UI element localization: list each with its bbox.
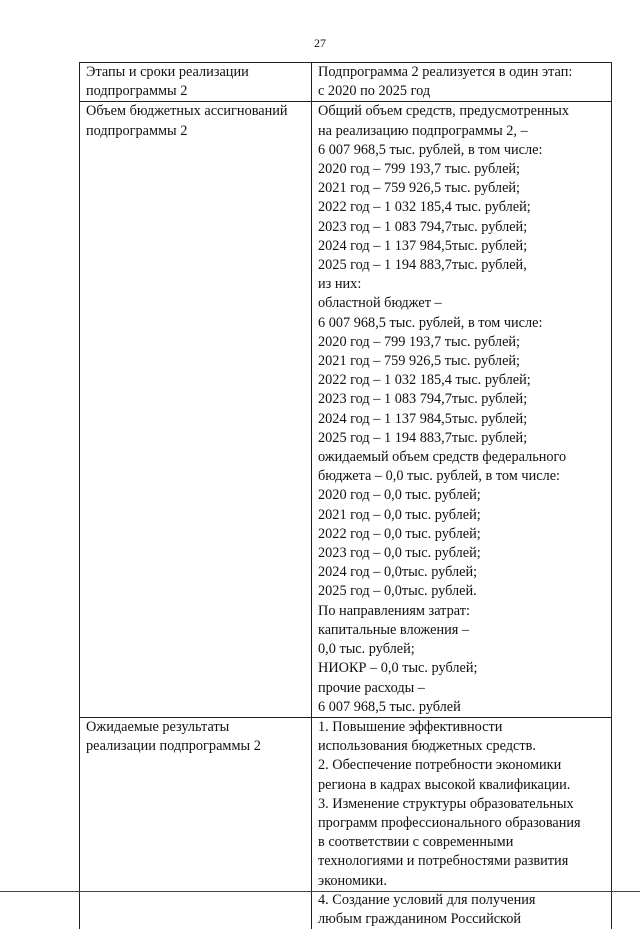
value-line: 2021 год – 0,0 тыс. рублей; [318,506,481,523]
value-line: 2. Обеспечение потребности экономики [318,757,562,774]
page-bottom-rule [0,891,640,892]
value-line: на реализацию подпрограммы 2, – [318,122,528,139]
value-line: 1. Повышение эффективности [318,718,503,735]
label-line: подпрограммы 2 [86,122,188,139]
value-line: с 2020 по 2025 год [318,83,431,100]
label-line: Объем бюджетных ассигнований [86,103,288,120]
value-line: 2023 год – 0,0 тыс. рублей; [318,545,481,562]
value-line: 2024 год – 1 137 984,5тыс. рублей; [318,410,528,427]
value-line: 2024 год – 0,0тыс. рублей; [318,564,478,581]
subprogram-passport-table [79,62,612,929]
row-label-cell [80,102,312,718]
value-line: экономики. [318,872,387,889]
value-line: 2020 год – 799 193,7 тыс. рублей; [318,333,521,350]
value-line: По направлениям затрат: [318,602,470,619]
value-line: областной бюджет – [318,295,442,312]
value-line: в соответствии с современными [318,834,514,851]
value-line: Общий объем средств, предусмотренных [318,103,570,120]
row-label-cell [80,717,312,929]
value-line: 6 007 968,5 тыс. рублей, в том числе: [318,141,543,158]
row-expected-results [80,717,612,929]
value-line: 2022 год – 0,0 тыс. рублей; [318,525,481,542]
value-line: 2022 год – 1 032 185,4 тыс. рублей; [318,199,531,216]
value-line: 2025 год – 1 194 883,7тыс. рублей, [318,257,527,274]
row-value-cell [312,102,612,718]
value-line: 6 007 968,5 тыс. рублей [318,698,461,715]
value-line: 2022 год – 1 032 185,4 тыс. рублей; [318,372,531,389]
row-stages-and-terms [80,63,612,102]
value-line: 2023 год – 1 083 794,7тыс. рублей; [318,218,528,235]
label-line: Ожидаемые результаты [86,718,230,735]
row-label-cell [80,63,312,102]
row-budget-allocations [80,102,612,718]
value-line: 2021 год – 759 926,5 тыс. рублей; [318,180,521,197]
value-line: бюджета – 0,0 тыс. рублей, в том числе: [318,468,561,485]
row-value-cell [312,63,612,102]
value-line: 2023 год – 1 083 794,7тыс. рублей; [318,391,528,408]
label-line: Этапы и сроки реализации [86,64,249,80]
value-line: 2025 год – 0,0тыс. рублей. [318,583,477,600]
value-line: 2020 год – 799 193,7 тыс. рублей; [318,161,521,178]
label-line: подпрограммы 2 [86,83,188,100]
value-line: 6 007 968,5 тыс. рублей, в том числе: [318,314,543,331]
value-line: использования бюджетных средств. [318,738,536,755]
row-value-cell [312,717,612,929]
value-line: 2024 год – 1 137 984,5тыс. рублей; [318,237,528,254]
value-line: 2021 год – 759 926,5 тыс. рублей; [318,353,521,370]
value-line: ожидаемый объем средств федерального [318,449,567,466]
value-line: Подпрограмма 2 реализуется в один этап: [318,64,573,80]
value-line: 0,0 тыс. рублей; [318,641,415,658]
value-line: программ профессионального образования [318,814,581,831]
label-line: реализации подпрограммы 2 [86,738,261,755]
value-line: капитальные вложения – [318,621,470,638]
value-line: НИОКР – 0,0 тыс. рублей; [318,660,478,677]
value-line: региона в кадрах высокой квалификации. [318,776,571,793]
value-line: 3. Изменение структуры образовательных [318,795,574,812]
value-line: 2025 год – 1 194 883,7тыс. рублей; [318,429,528,446]
value-line: 2020 год – 0,0 тыс. рублей; [318,487,481,504]
value-line: технологиями и потребностями развития [318,853,569,870]
value-line: прочие расходы – [318,679,425,696]
value-line: из них: [318,276,362,293]
page-number: 27 [314,36,326,50]
value-line: любым гражданином Российской [318,910,522,927]
value-line: 4. Создание условий для получения [318,891,536,908]
